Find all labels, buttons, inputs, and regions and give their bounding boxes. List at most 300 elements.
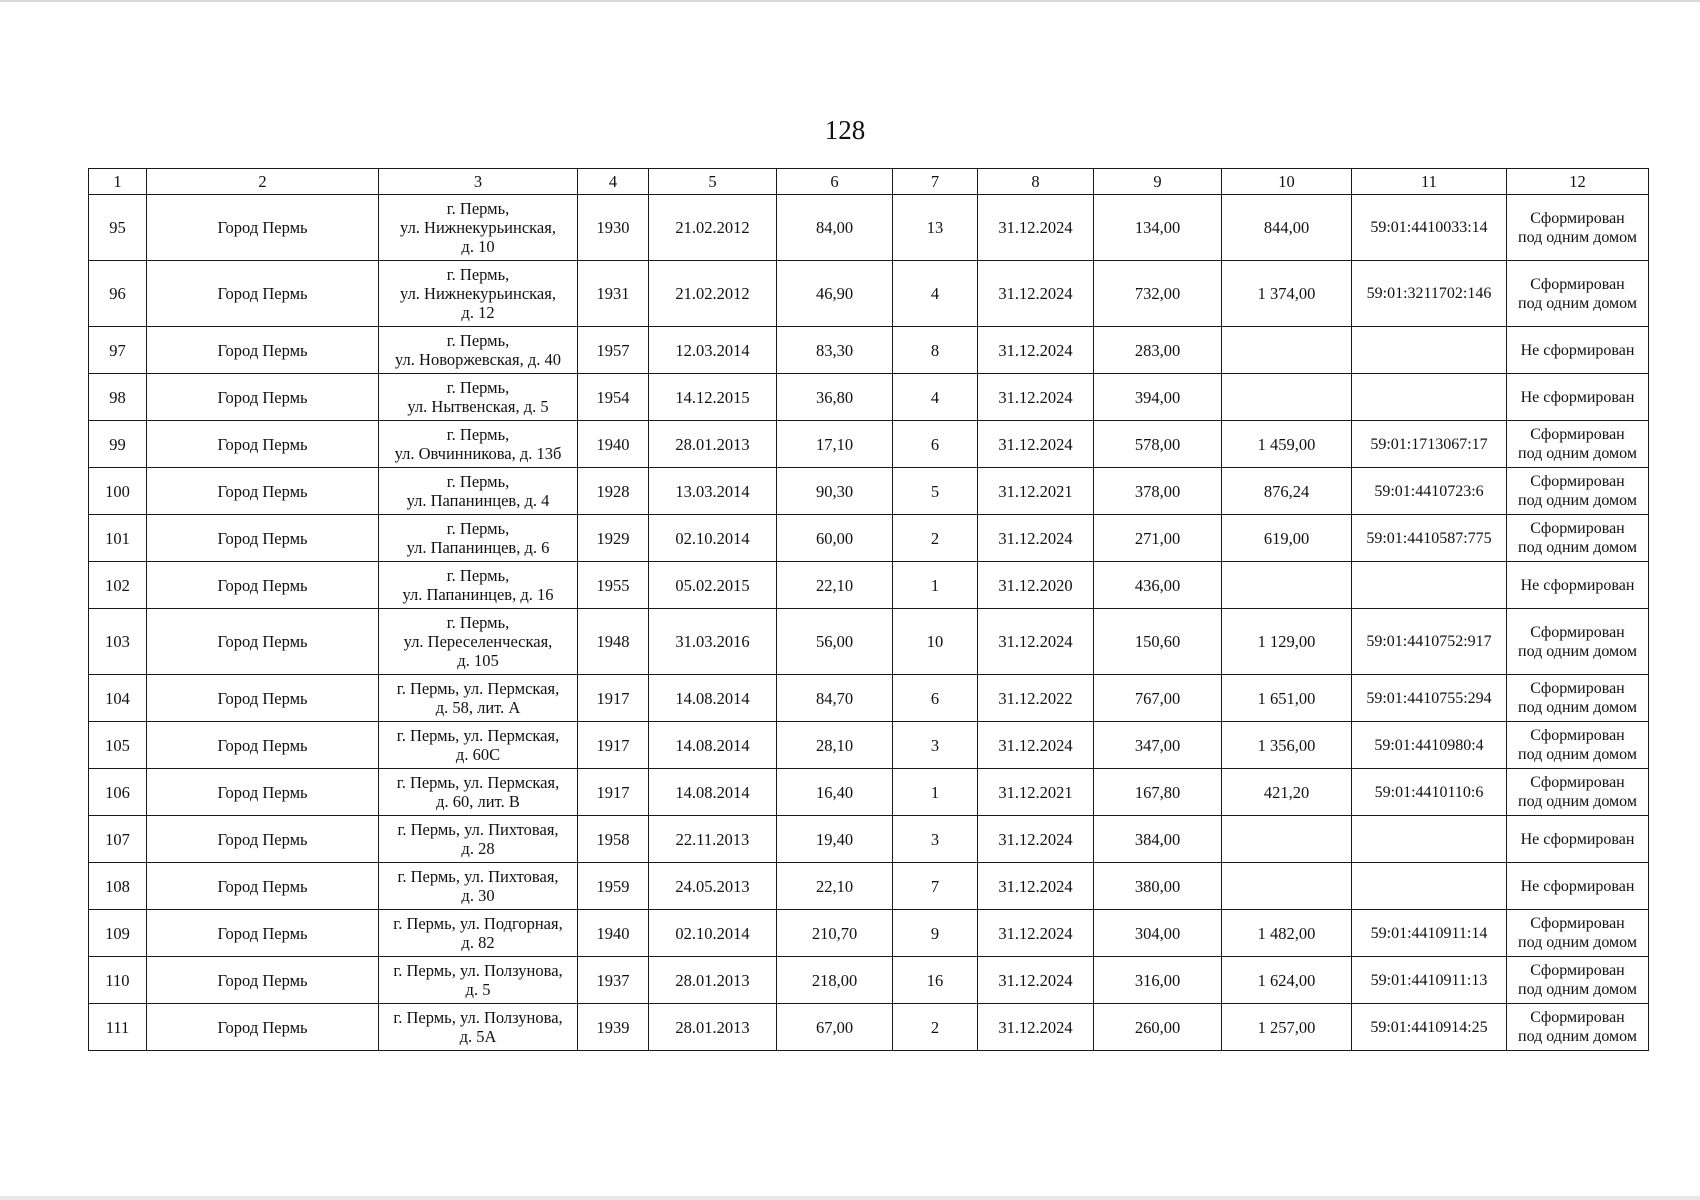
column-header-10: 10	[1222, 169, 1352, 195]
cell-status-line: Сформирован	[1530, 915, 1625, 932]
cell-deadline: 31.12.2024	[978, 1004, 1094, 1051]
cell-date: 28.01.2013	[649, 957, 777, 1004]
cell-status-line: Сформирован	[1530, 962, 1625, 979]
cell-col10	[1222, 863, 1352, 910]
cell-date: 31.03.2016	[649, 609, 777, 675]
cell-settlement: Город Пермь	[147, 816, 379, 863]
cell-cadastre	[1352, 816, 1507, 863]
cell-col9: 150,60	[1094, 609, 1222, 675]
cell-deadline: 31.12.2024	[978, 722, 1094, 769]
cell-status-line: Сформирован	[1530, 426, 1625, 443]
cell-residents: 6	[893, 421, 978, 468]
cell-status-line: под одним домом	[1518, 492, 1637, 509]
cell-col9: 271,00	[1094, 515, 1222, 562]
cell-col9: 167,80	[1094, 769, 1222, 816]
cell-status-line: Сформирован	[1530, 680, 1625, 697]
cell-deadline: 31.12.2024	[978, 863, 1094, 910]
cell-cadastre: 59:01:4410110:6	[1352, 769, 1507, 816]
cell-residents: 13	[893, 195, 978, 261]
cell-year: 1917	[578, 769, 649, 816]
cell-date: 02.10.2014	[649, 515, 777, 562]
cell-status-line: Не сформирован	[1520, 341, 1635, 359]
cell-status-line: Сформирован	[1530, 473, 1625, 490]
table-row	[89, 769, 1649, 816]
cell-residents: 6	[893, 675, 978, 722]
cell-address-line: ул. Папанинцев, д. 6	[406, 538, 550, 557]
cell-address	[379, 675, 578, 722]
cell-status-line: Сформирован	[1530, 623, 1625, 641]
cell-status-line: Сформирован	[1530, 275, 1625, 293]
column-header-8: 8	[978, 169, 1094, 195]
column-header-5: 5	[649, 169, 777, 195]
cell-number: 111	[89, 1004, 147, 1051]
cell-address-line: г. Пермь,	[446, 199, 510, 218]
cell-cadastre: 59:01:4410755:294	[1352, 675, 1507, 722]
cell-address-line: г. Пермь, ул. Пихтовая,	[397, 867, 559, 886]
cell-cadastre	[1352, 374, 1507, 421]
cell-date: 24.05.2013	[649, 863, 777, 910]
cell-status	[1507, 374, 1649, 421]
cell-address-line: д. 28	[461, 839, 495, 858]
cell-address	[379, 1004, 578, 1051]
cell-address	[379, 374, 578, 421]
table-row	[89, 468, 1649, 515]
cell-deadline: 31.12.2021	[978, 468, 1094, 515]
column-header-12: 12	[1507, 169, 1649, 195]
cell-status	[1507, 722, 1649, 769]
column-header-6: 6	[777, 169, 893, 195]
cell-status-line: под одним домом	[1518, 746, 1637, 763]
column-header-2: 2	[147, 169, 379, 195]
cell-year: 1939	[578, 1004, 649, 1051]
cell-residents: 2	[893, 515, 978, 562]
cell-address-line: ул. Нытвенская, д. 5	[407, 397, 549, 416]
cell-deadline: 31.12.2022	[978, 675, 1094, 722]
cell-col10: 1 356,00	[1222, 722, 1352, 769]
cell-settlement: Город Пермь	[147, 468, 379, 515]
cell-deadline: 31.12.2020	[978, 562, 1094, 609]
cell-col10	[1222, 327, 1352, 374]
header-row	[89, 169, 1649, 195]
cell-year: 1959	[578, 863, 649, 910]
cell-area: 210,70	[777, 910, 893, 957]
cell-col9: 732,00	[1094, 261, 1222, 327]
cell-status-line: Сформирован	[1530, 520, 1625, 537]
cell-number: 110	[89, 957, 147, 1004]
cell-address	[379, 769, 578, 816]
cell-address-line: д. 60С	[455, 745, 501, 764]
cell-col10: 1 651,00	[1222, 675, 1352, 722]
cell-settlement: Город Пермь	[147, 1004, 379, 1051]
cell-status	[1507, 910, 1649, 957]
cell-date: 14.12.2015	[649, 374, 777, 421]
cell-cadastre: 59:01:4410911:14	[1352, 910, 1507, 957]
column-header-11: 11	[1352, 169, 1507, 195]
cell-address-line: г. Пермь, ул. Пермская,	[396, 726, 560, 745]
cell-date: 14.08.2014	[649, 769, 777, 816]
cell-address	[379, 957, 578, 1004]
cell-address-line: г. Пермь, ул. Ползунова,	[393, 1008, 563, 1027]
cell-residents: 3	[893, 816, 978, 863]
cell-cadastre: 59:01:4410980:4	[1352, 722, 1507, 769]
cell-year: 1957	[578, 327, 649, 374]
cell-col9: 378,00	[1094, 468, 1222, 515]
cell-number: 104	[89, 675, 147, 722]
table-header	[89, 169, 1649, 195]
cell-status-line: под одним домом	[1518, 539, 1637, 556]
cell-deadline: 31.12.2024	[978, 421, 1094, 468]
cell-status	[1507, 327, 1649, 374]
cell-area: 36,80	[777, 374, 893, 421]
cell-area: 28,10	[777, 722, 893, 769]
cell-cadastre: 59:01:4410033:14	[1352, 195, 1507, 261]
table-row	[89, 261, 1649, 327]
cell-address-line: ул. Переселенческая,	[403, 632, 553, 651]
cell-settlement: Город Пермь	[147, 722, 379, 769]
cell-residents: 7	[893, 863, 978, 910]
cell-address	[379, 910, 578, 957]
cell-area: 83,30	[777, 327, 893, 374]
cell-col9: 134,00	[1094, 195, 1222, 261]
cell-area: 22,10	[777, 562, 893, 609]
cell-cadastre: 59:01:4410914:25	[1352, 1004, 1507, 1051]
cell-year: 1940	[578, 910, 649, 957]
cell-area: 84,00	[777, 195, 893, 261]
cell-year: 1930	[578, 195, 649, 261]
cell-cadastre: 59:01:3211702:146	[1352, 261, 1507, 327]
cell-year: 1958	[578, 816, 649, 863]
cell-date: 14.08.2014	[649, 675, 777, 722]
cell-status	[1507, 515, 1649, 562]
cell-address-line: д. 82	[461, 933, 495, 952]
cell-cadastre: 59:01:4410911:13	[1352, 957, 1507, 1004]
cell-area: 22,10	[777, 863, 893, 910]
cell-cadastre	[1352, 327, 1507, 374]
cell-residents: 2	[893, 1004, 978, 1051]
cell-address-line: г. Пермь,	[446, 331, 510, 350]
cell-col10: 1 459,00	[1222, 421, 1352, 468]
cell-cadastre: 59:01:4410587:775	[1352, 515, 1507, 562]
cell-address-line: г. Пермь, ул. Пихтовая,	[397, 820, 559, 839]
cell-settlement: Город Пермь	[147, 562, 379, 609]
cell-col9: 394,00	[1094, 374, 1222, 421]
cell-settlement: Город Пермь	[147, 421, 379, 468]
table-row	[89, 675, 1649, 722]
cell-area: 84,70	[777, 675, 893, 722]
cell-col10	[1222, 562, 1352, 609]
cell-number: 108	[89, 863, 147, 910]
table-row	[89, 1004, 1649, 1051]
cell-year: 1937	[578, 957, 649, 1004]
cell-address-line: г. Пермь,	[446, 519, 510, 538]
cell-date: 02.10.2014	[649, 910, 777, 957]
cell-settlement: Город Пермь	[147, 195, 379, 261]
cell-address-line: г. Пермь,	[446, 566, 510, 585]
table-row	[89, 327, 1649, 374]
cell-area: 46,90	[777, 261, 893, 327]
cell-col9: 260,00	[1094, 1004, 1222, 1051]
table-row	[89, 863, 1649, 910]
cell-status	[1507, 675, 1649, 722]
cell-year: 1928	[578, 468, 649, 515]
cell-col10: 844,00	[1222, 195, 1352, 261]
cell-col10: 1 624,00	[1222, 957, 1352, 1004]
cell-address	[379, 863, 578, 910]
cell-date: 13.03.2014	[649, 468, 777, 515]
cell-address-line: ул. Овчинникова, д. 13б	[394, 444, 562, 463]
cell-address	[379, 468, 578, 515]
cell-date: 21.02.2012	[649, 195, 777, 261]
cell-deadline: 31.12.2024	[978, 609, 1094, 675]
cell-residents: 1	[893, 562, 978, 609]
cell-area: 19,40	[777, 816, 893, 863]
cell-settlement: Город Пермь	[147, 910, 379, 957]
cell-address-line: г. Пермь,	[446, 378, 510, 397]
cell-area: 90,30	[777, 468, 893, 515]
cell-address	[379, 515, 578, 562]
cell-col10: 421,20	[1222, 769, 1352, 816]
cell-year: 1954	[578, 374, 649, 421]
cell-residents: 10	[893, 609, 978, 675]
cell-number: 103	[89, 609, 147, 675]
cell-date: 12.03.2014	[649, 327, 777, 374]
cell-settlement: Город Пермь	[147, 609, 379, 675]
cell-deadline: 31.12.2024	[978, 374, 1094, 421]
cell-address-line: г. Пермь,	[446, 472, 510, 491]
cell-col9: 283,00	[1094, 327, 1222, 374]
table-row	[89, 957, 1649, 1004]
cell-settlement: Город Пермь	[147, 769, 379, 816]
cell-col9: 767,00	[1094, 675, 1222, 722]
table-row	[89, 421, 1649, 468]
cell-col10: 1 482,00	[1222, 910, 1352, 957]
cell-number: 107	[89, 816, 147, 863]
cell-status-line: под одним домом	[1518, 1028, 1637, 1045]
cell-number: 100	[89, 468, 147, 515]
cell-cadastre: 59:01:1713067:17	[1352, 421, 1507, 468]
cell-settlement: Город Пермь	[147, 863, 379, 910]
cell-year: 1929	[578, 515, 649, 562]
cell-address-line: д. 105	[457, 651, 499, 670]
cell-status-line: Сформирован	[1530, 774, 1625, 791]
cell-address-line: д. 5	[465, 980, 491, 999]
cell-number: 98	[89, 374, 147, 421]
scan-edge-top	[0, 0, 1700, 2]
cell-status-line: под одним домом	[1518, 294, 1637, 312]
cell-address	[379, 816, 578, 863]
cell-date: 28.01.2013	[649, 1004, 777, 1051]
cell-status-line: Сформирован	[1530, 727, 1625, 744]
cell-date: 28.01.2013	[649, 421, 777, 468]
cell-col10: 1 374,00	[1222, 261, 1352, 327]
cell-address	[379, 609, 578, 675]
cell-deadline: 31.12.2024	[978, 816, 1094, 863]
housing-registry-table	[88, 168, 1649, 1051]
cell-status-line: под одним домом	[1518, 699, 1637, 716]
cell-deadline: 31.12.2024	[978, 957, 1094, 1004]
cell-residents: 5	[893, 468, 978, 515]
cell-deadline: 31.12.2024	[978, 261, 1094, 327]
cell-status	[1507, 769, 1649, 816]
cell-date: 22.11.2013	[649, 816, 777, 863]
table-row	[89, 816, 1649, 863]
column-header-9: 9	[1094, 169, 1222, 195]
cell-status-line: под одним домом	[1518, 934, 1637, 951]
cell-residents: 4	[893, 374, 978, 421]
table-row	[89, 515, 1649, 562]
cell-address-line: ул. Папанинцев, д. 16	[402, 585, 554, 604]
cell-settlement: Город Пермь	[147, 374, 379, 421]
cell-cadastre	[1352, 863, 1507, 910]
cell-deadline: 31.12.2024	[978, 910, 1094, 957]
cell-address-line: г. Пермь, ул. Подгорная,	[393, 914, 563, 933]
cell-address	[379, 195, 578, 261]
cell-col10: 619,00	[1222, 515, 1352, 562]
cell-address	[379, 261, 578, 327]
table-row	[89, 609, 1649, 675]
cell-date: 14.08.2014	[649, 722, 777, 769]
cell-settlement: Город Пермь	[147, 957, 379, 1004]
cell-address-line: ул. Новоржевская, д. 40	[395, 350, 561, 369]
cell-status	[1507, 421, 1649, 468]
cell-area: 56,00	[777, 609, 893, 675]
table-row	[89, 195, 1649, 261]
column-header-7: 7	[893, 169, 978, 195]
cell-number: 101	[89, 515, 147, 562]
cell-address-line: г. Пермь, ул. Пермская,	[396, 679, 560, 698]
cell-status-line: под одним домом	[1518, 445, 1637, 462]
cell-status-line: Не сформирован	[1520, 877, 1635, 895]
cell-cadastre	[1352, 562, 1507, 609]
cell-area: 67,00	[777, 1004, 893, 1051]
cell-address	[379, 722, 578, 769]
cell-address-line: ул. Нижнекурьинская,	[400, 218, 556, 237]
cell-deadline: 31.12.2024	[978, 327, 1094, 374]
scan-edge-bottom	[0, 1196, 1700, 1200]
cell-address-line: д. 12	[461, 303, 495, 322]
cell-address-line: ул. Нижнекурьинская,	[400, 284, 556, 303]
cell-area: 16,40	[777, 769, 893, 816]
cell-settlement: Город Пермь	[147, 515, 379, 562]
table-body	[89, 195, 1649, 1051]
cell-number: 106	[89, 769, 147, 816]
cell-number: 105	[89, 722, 147, 769]
column-header-3: 3	[379, 169, 578, 195]
cell-area: 17,10	[777, 421, 893, 468]
cell-address-line: д. 10	[461, 237, 495, 256]
cell-col10	[1222, 374, 1352, 421]
cell-deadline: 31.12.2021	[978, 769, 1094, 816]
column-header-1: 1	[89, 169, 147, 195]
cell-address	[379, 562, 578, 609]
cell-number: 96	[89, 261, 147, 327]
cell-address-line: г. Пермь, ул. Ползунова,	[393, 961, 563, 980]
cell-address-line: г. Пермь,	[446, 265, 510, 284]
cell-deadline: 31.12.2024	[978, 515, 1094, 562]
cell-address-line: г. Пермь,	[446, 425, 510, 444]
cell-residents: 16	[893, 957, 978, 1004]
cell-settlement: Город Пермь	[147, 261, 379, 327]
cell-year: 1917	[578, 722, 649, 769]
cell-area: 218,00	[777, 957, 893, 1004]
cell-address-line: д. 60, лит. В	[436, 792, 520, 811]
cell-status-line: под одним домом	[1518, 228, 1637, 246]
cell-col9: 316,00	[1094, 957, 1222, 1004]
cell-residents: 3	[893, 722, 978, 769]
cell-status-line: Сформирован	[1530, 1009, 1625, 1026]
cell-address-line: д. 58, лит. А	[435, 698, 521, 717]
cell-status	[1507, 468, 1649, 515]
cell-number: 99	[89, 421, 147, 468]
cell-number: 97	[89, 327, 147, 374]
cell-year: 1917	[578, 675, 649, 722]
cell-number: 109	[89, 910, 147, 957]
cell-col10	[1222, 816, 1352, 863]
cell-residents: 9	[893, 910, 978, 957]
cell-year: 1940	[578, 421, 649, 468]
column-header-4: 4	[578, 169, 649, 195]
cell-status-line: под одним домом	[1518, 642, 1637, 660]
cell-status-line: Не сформирован	[1520, 830, 1635, 848]
cell-deadline: 31.12.2024	[978, 195, 1094, 261]
cell-settlement: Город Пермь	[147, 327, 379, 374]
cell-status	[1507, 562, 1649, 609]
cell-col10: 1 129,00	[1222, 609, 1352, 675]
cell-area: 60,00	[777, 515, 893, 562]
cell-address-line: г. Пермь, ул. Пермская,	[396, 773, 560, 792]
cell-status	[1507, 1004, 1649, 1051]
table-row	[89, 722, 1649, 769]
cell-col9: 380,00	[1094, 863, 1222, 910]
cell-col9: 347,00	[1094, 722, 1222, 769]
cell-status	[1507, 957, 1649, 1004]
cell-status	[1507, 195, 1649, 261]
cell-address-line: д. 5А	[459, 1027, 497, 1046]
cell-status	[1507, 261, 1649, 327]
cell-status	[1507, 863, 1649, 910]
cell-cadastre: 59:01:4410723:6	[1352, 468, 1507, 515]
cell-status-line: Не сформирован	[1520, 576, 1635, 594]
page-number: 128	[824, 115, 866, 145]
cell-col10: 1 257,00	[1222, 1004, 1352, 1051]
cell-status	[1507, 816, 1649, 863]
table-row	[89, 374, 1649, 421]
cell-settlement: Город Пермь	[147, 675, 379, 722]
cell-status	[1507, 609, 1649, 675]
cell-col9: 384,00	[1094, 816, 1222, 863]
cell-col10: 876,24	[1222, 468, 1352, 515]
cell-year: 1948	[578, 609, 649, 675]
cell-status-line: Не сформирован	[1520, 388, 1635, 406]
cell-address	[379, 421, 578, 468]
cell-status-line: под одним домом	[1518, 793, 1637, 810]
cell-number: 102	[89, 562, 147, 609]
cell-year: 1931	[578, 261, 649, 327]
cell-address-line: ул. Папанинцев, д. 4	[406, 491, 550, 510]
cell-residents: 8	[893, 327, 978, 374]
cell-date: 21.02.2012	[649, 261, 777, 327]
cell-address	[379, 327, 578, 374]
cell-status-line: Сформирован	[1530, 209, 1625, 227]
table-row	[89, 910, 1649, 957]
cell-year: 1955	[578, 562, 649, 609]
cell-col9: 436,00	[1094, 562, 1222, 609]
cell-residents: 1	[893, 769, 978, 816]
cell-address-line: г. Пермь,	[446, 613, 510, 632]
cell-number: 95	[89, 195, 147, 261]
cell-cadastre: 59:01:4410752:917	[1352, 609, 1507, 675]
cell-status-line: под одним домом	[1518, 981, 1637, 998]
